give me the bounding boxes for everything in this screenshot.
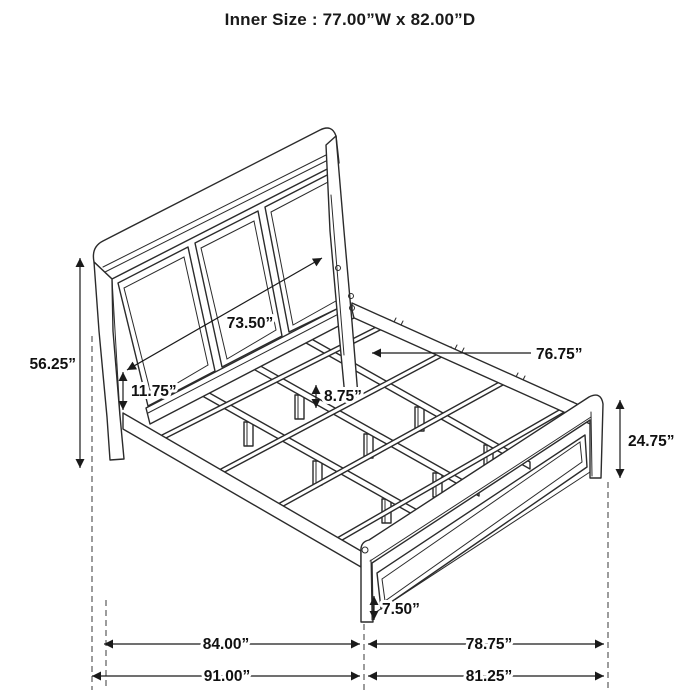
dim-slat-length-label: 76.75”	[536, 346, 583, 363]
dim-footboard-height-label: 24.75”	[628, 433, 675, 450]
dim-inner-span-right	[368, 636, 604, 653]
dim-inner-span-right-label: 78.75”	[465, 636, 513, 653]
dim-footboard-span	[368, 668, 604, 685]
side-rail-right	[352, 303, 597, 427]
dim-headboard-leg-height-label: 11.75”	[131, 383, 177, 400]
dim-overall-depth	[92, 668, 360, 685]
page-title: Inner Size : 77.00”W x 82.00”D	[224, 10, 476, 29]
dim-headboard-inner-width-label: 73.50”	[226, 315, 274, 332]
dim-total-height	[29, 258, 80, 468]
dim-footboard-leg-height-label: 7.50”	[382, 601, 420, 618]
side-rail-left	[123, 413, 361, 567]
headboard	[93, 128, 358, 460]
dim-rail-span-front	[104, 636, 360, 653]
dim-total-height-label: 56.25”	[29, 356, 76, 373]
dim-footboard-height	[620, 400, 675, 478]
dim-rail-span-front-label: 84.00”	[202, 636, 250, 653]
dim-center-leg-height-label: 8.75”	[324, 388, 362, 405]
dim-footboard-span-label: 81.25”	[465, 668, 513, 685]
dim-overall-depth-label: 91.00”	[203, 668, 251, 685]
